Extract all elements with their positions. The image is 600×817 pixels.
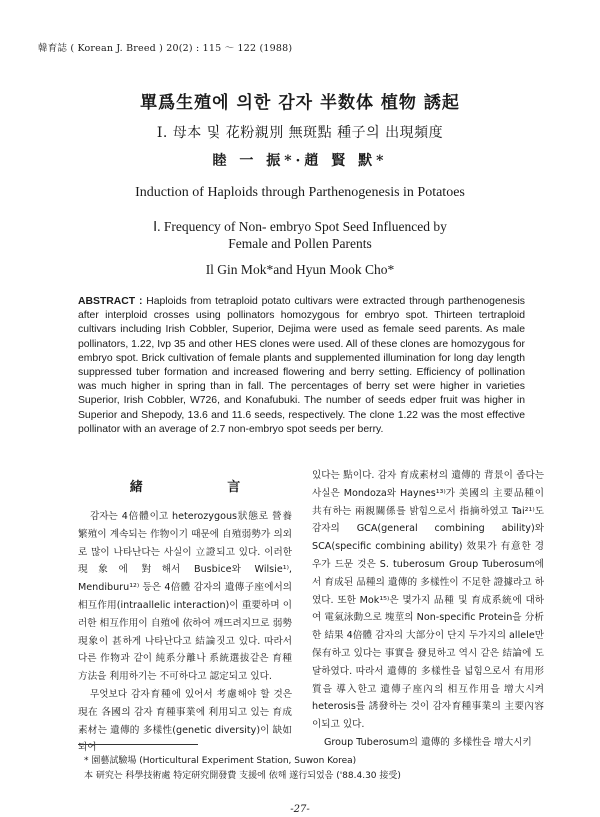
abstract-text: Haploids from tetraploid potato cultivars were extracted through parthenogenesis after interploid crosses using pollinators homozygous for embryo spot. Thirteen tertraploid cultivars including Irish Cobbler, Superior, Dejima were used as female seed parents. As male pollinators, 1.22, Ivp 35 and other HES clones were used. All of these clones are homozygous for embryo spot. Brick cultivation of female plants and supplemented illumination for long day length suppressed tuber formation and increased flowering and berry setting. Efficiency of pollination was much higher in spring than in fall. The percentages of berry set were higher in varieties Superior, Irish Cobbler, W726, and Konafubuki. The number of seeds edper fruit was higher in Superior and Shepody, 13.6 and 11.6 seeds, respectively. The clone 1.22 was the most effective pollinator with an average of 2.7 non-embryo spot seeds per berry.: [78, 296, 525, 435]
korean-title: 單爲生殖에 의한 감자 半数体 植物 誘起: [140, 93, 460, 113]
intro-paragraph-4: Group Tuberosum의 遺傳的 多樣性을 增大시키: [324, 736, 532, 748]
abstract: [78, 295, 525, 437]
korean-authors: 睦 一 振*·趙 賢 默*: [212, 153, 388, 169]
english-subtitle: Ⅰ. Frequency of Non- embryo Spot Seed Influenced by Female and Pollen Parents: [153, 219, 447, 251]
intro-paragraph-2: 무엇보다 감자育種에 있어서 考慮해야 할 것은 現在 各國의 감자 育種事業에 利用되고 있는 育成素材는 遺傳的 多樣性(genetic diversity)이 缺如되어: [78, 688, 292, 754]
section-heading-introduction: 緒 言: [129, 480, 281, 495]
abstract-label: ABSTRACT :: [78, 296, 143, 307]
english-title: Induction of Haploids through Parthenogenesis in Potatoes: [135, 185, 465, 200]
english-authors: Il Gin Mok*and Hyun Mook Cho*: [205, 262, 395, 277]
intro-paragraph-1: 감자는 4倍體이고 heterozygous狀態로 營養繁殖이 계속되는 作物이기 때문에 自殖弱勢가 의외로 많이 나타난다는 사실이 立證되고 있다. 이러한 現象에 對해서 Busbice와 Wilsie¹⁾, Mendiburu¹²⁾ 등은 4倍體 감자의 遺傳子座에서의 相互作用(intraallelic interaction)이 重要하며 이러한 相互作用이 自殖에 依하여 깨뜨려지므로 弱勢現象이 甚하게 나타난다고 結論짓고 있다. 따라서 다른 作物과 같이 純系分離나 系統選拔같은 育種方法을 利用하기는 不可하다고 認定되고 있다.: [78, 511, 292, 683]
page-number: -27-: [290, 804, 310, 815]
korean-subtitle: Ⅰ. 母本 및 花粉親別 無斑點 種子의 出現頻度: [156, 125, 444, 141]
journal-citation: 韓育誌 ( Korean J. Breed ) 20(2) : 115 ～ 122 (1988): [38, 43, 293, 54]
intro-paragraph-3: 있다는 點이다. 감자 育成素材의 遺傳的 背景이 좁다는 사실은 Mondoza와 Haynes¹³⁾가 美國의 主要品種이 共有하는 兩親關係를 밝힘으로서 指摘하였고 Tai²¹⁾도 감자의 GCA(general combining ability)와 SCA(specific combining ability) 效果가 有意한 경우가 드문 것은 S. tuberosum Group Tuberosum에서 育成된 品種의 遺傳的 多樣性이 不足한 證據라고 하였다. 또한 Mok¹⁵⁾은 몇가지 品種 및 育成系統에 대하여 電氣泳動으로 塊莖의 Non-specific Protein을 分析한 結果 4倍體 감자의 大部分이 단지 두가지의 allele만 保有하고 있다는 事實을 發見하고 역시 같은 結論에 도달하였다. 따라서 遺傳的 多樣性을 넓힘으로서 有用形質을 導入한고 遺傳子座內의 相互作用을 增大시켜 heterosis를 誘發하는 것이 감자育種事業의 主要內容이되고 있다.: [312, 470, 544, 731]
footnote-affiliation: * 園藝試驗場 (Horticultural Experiment Station, Suwon Korea): [84, 756, 357, 766]
left-column: [78, 508, 292, 757]
footnote-funding: 本 研究는 科學技術處 特定研究開發費 支援에 依해 遂行되었음 ('88.4.30 接受): [84, 771, 401, 781]
footnote-divider: [78, 744, 198, 745]
right-column: [312, 467, 544, 752]
